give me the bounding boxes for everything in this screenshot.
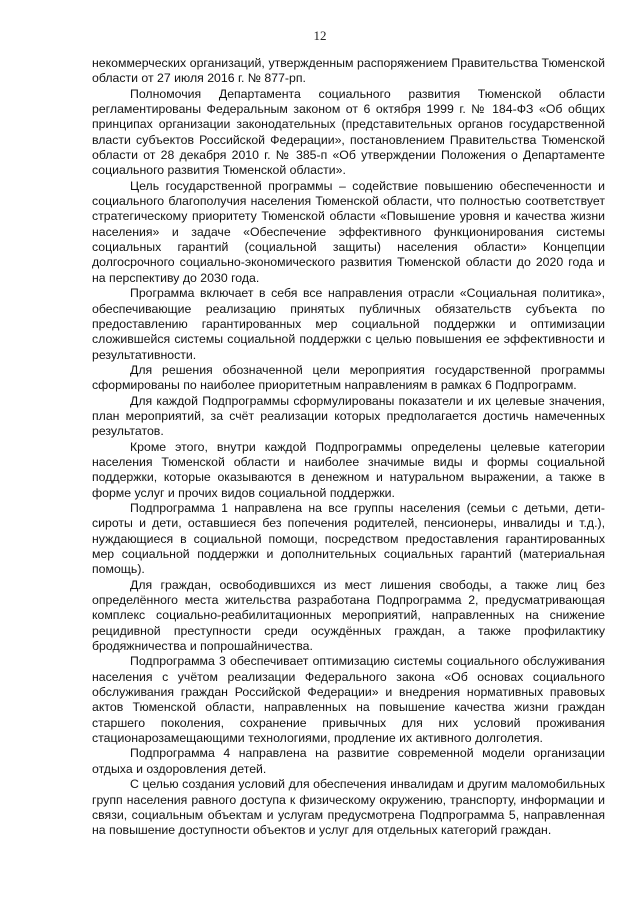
paragraph-indicators: Для каждой Подпрограммы сформулированы показатели и их целевые значения, план мероприятий, за счёт реализации которых предполагается достичь намеченных результатов. <box>92 393 605 439</box>
paragraph-subprogram-4: Подпрограмма 4 направлена на развитие современной модели организации отдыха и оздоровления детей. <box>92 746 605 776</box>
paragraph-program-goal: Цель государственной программы – содействие повышению обеспеченности и социального благополучия населения Тюменской области, что полностью соответствует стратегическому приоритету Тюменской области «Повышение уровня и качества жизни населения» и задаче «Обеспечение эффективного функционирования системы социальных гарантий (социальной защиты) населения области» Концепции долгосрочного социально-экономического развития Тюменской области до 2020 года и на перспективу до 2030 года. <box>92 178 605 285</box>
paragraph-department-authority: Полномочия Департамента социального развития Тюменской области регламентированы Федеральным законом от 6 октября 1999 г. № 184-ФЗ «Об общих принципах организации законодательных (представительных органов государственной власти субъектов Российской Федерации», постановлением Правительства Тюменской области от 28 декабря 2010 г. № 385-п «Об утверждении Положения о Департаменте социального развития Тюменской области». <box>92 86 605 178</box>
paragraph-subprogram-5: С целью создания условий для обеспечения инвалидам и другим маломобильных групп населения равного доступа к физическому окружению, транспорту, информации и связи, социальным объектам и услугам предусмотрена Подпрограмма 5, направленная на повышение доступности объектов и услуг для отдельных категорий граждан. <box>92 777 605 838</box>
page-number: 12 <box>313 28 327 43</box>
paragraph-subprogram-2: Для граждан, освободившихся из мест лишения свободы, а также лиц без определённого места жительства разработана Подпрограмма 2, предусматривающая комплекс социально-реабилитационных мероприятий, направленных на снижение рецидивной преступности среди осуждённых граждан, а также профилактику бродяжничества и попрошайничества. <box>92 577 605 654</box>
paragraph-target-categories: Кроме этого, внутри каждой Подпрограммы определены целевые категории населения Тюменской области и наиболее значимые виды и формы социальной поддержки, которые оказываются в денежном и натуральном выражении, а также в форме услуг и прочих видов социальной поддержки. <box>92 439 605 500</box>
paragraph-subprogram-1: Подпрограмма 1 направлена на все группы населения (семьи с детьми, дети-сироты и дети, оставшиеся без попечения родителей, пенсионеры, инвалиды и т.д.), нуждающиеся в социальной помощи, посредством предоставления гарантированных мер социальной поддержки и дополнительных социальных гарантий (материальная помощь). <box>92 500 605 577</box>
paragraph-subprogram-3: Подпрограмма 3 обеспечивает оптимизацию системы социального обслуживания населения с учётом реализации Федерального закона «Об основах социального обслуживания граждан Российской Федерации» и внедрения нормативных правовых актов Тюменской области, направленных на повышение качества жизни граждан старшего поколения, сохранение привычных для них условий проживания стационарозамещающими технологиями, продление их активного долголетия. <box>92 654 605 746</box>
paragraph-program-scope: Программа включает в себя все направления отрасли «Социальная политика», обеспечивающие реализацию принятых публичных обязательств субъекта по предоставлению гарантированных мер социальной поддержки и оптимизации сложившейся системы социальной поддержки с целью повышения ее эффективности и результативности. <box>92 286 605 362</box>
paragraph-continuation: некоммерческих организаций, утвержденным распоряжением Правительства Тюменской области от 27 июля 2016 г. № 877-рп. <box>92 56 605 86</box>
body-text <box>92 56 605 839</box>
paragraph-subprograms-overview: Для решения обозначенной цели мероприятия государственной программы сформированы по наиболее приоритетным направлениям в рамках 6 Подпрограмм. <box>92 362 605 393</box>
